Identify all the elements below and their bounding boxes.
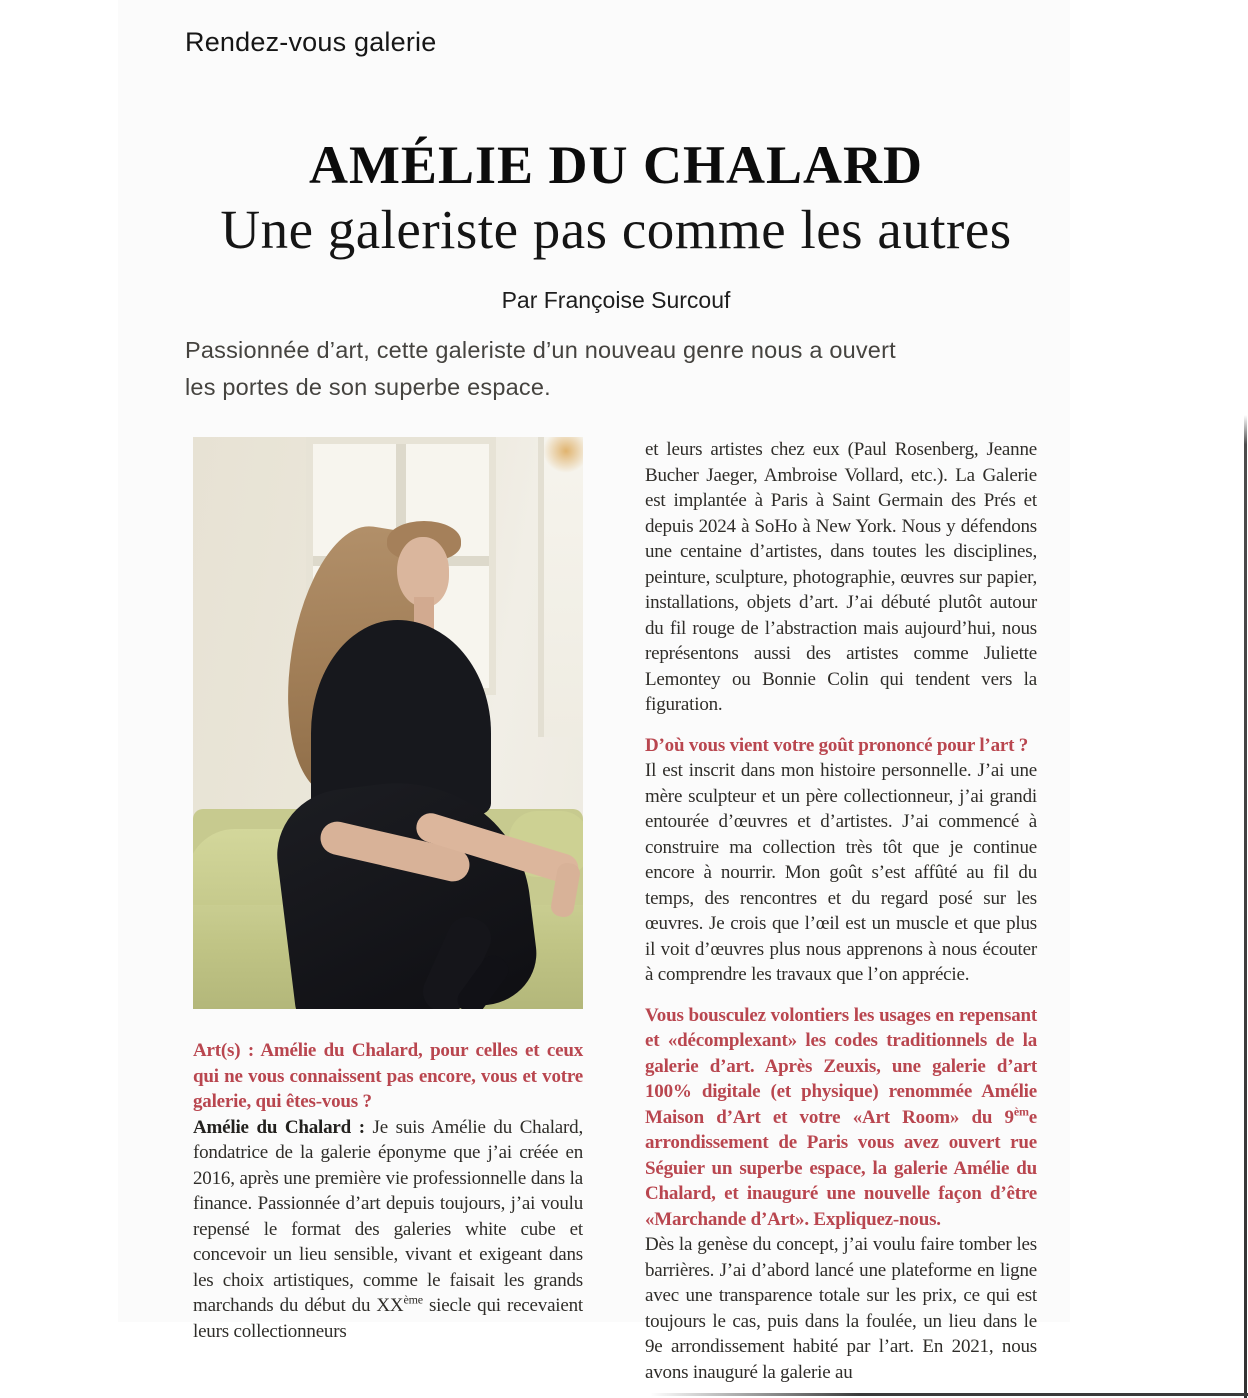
interview-answer-2: Il est inscrit dans mon histoire personnelle. J’ai une mère sculpteur et un père collectionneur, j’ai grandi entourée d’œuvres et d’artistes. J’ai commencé à construire ma collection très tôt que je continue encore à nourrir. Mon goût s’est affûté au fil du temps, des rencontres et du regard posé sur les œuvres. Je crois que l’œil est un muscle et que plus il voit d’œuvres plus nous apprenons à nous écouter à comprendre les travaux que l’on apprécie. — [645, 760, 1037, 985]
column-right — [645, 437, 1037, 1385]
interview-question-3: Vous bousculez volontiers les usages en repensant et «décomplexant» les codes traditionnels de la galerie d’art. Après Zeuxis, une galerie d’art 100% digitale (et physique) renommée Amélie Maison d’Art et votre «Art Room» du $9^{èm}e$ arrondissement de Paris vous avez ouvert rue Séguier un superbe espace, la galerie Amélie du Chalard, et inauguré une nouvelle façon d’être «Marchande d’Art». Expliquez-nous. — [645, 1004, 1037, 1230]
page-scan-edge-bottom — [650, 1393, 1248, 1396]
byline: Par Françoise Surcouf — [501, 287, 731, 313]
interview-question-1: Art(s) : Amélie du Chalard, pour celles et ceux qui ne vous connaissent pas encore, vous et votre galerie, qui êtes-vous ? — [193, 1040, 583, 1112]
interview-answer-1-continued: et leurs artistes chez eux (Paul Rosenberg, Jeanne Bucher Jaeger, Ambroise Vollard, etc.). La Galerie est implantée à Paris à Saint Germain des Prés et depuis 2024 à SoHo à New York. Nous y défendons une centaine d’artistes, dans toutes les disciplines, peinture, sculpture, photographie, œuvres sur papier, installations, objets d’art. J’ai débuté plutôt autour du fil rouge de l’abstraction mais aujourd’hui, nous représentons aussi des artistes comme Juliette Lemontey ou Bonnie Colin qui tendent vers la figuration. — [645, 439, 1037, 715]
page-scan-edge-right — [1244, 415, 1247, 1398]
article-subtitle: Une galeriste pas comme les autres — [220, 199, 1012, 260]
section-kicker: Rendez-vous galerie — [185, 27, 437, 57]
article-columns — [193, 437, 1039, 1385]
window-frame-right — [538, 437, 583, 737]
answer-1-text: Je suis Amélie du Chalard, fondatrice de la galerie éponyme que j’ai créée en 2016, après une première vie professionnelle dans la finance. Passionnée d’art depuis toujours, j’ai voulu repensé le format des galeries white cube et concevoir un lieu sensible, vivant et exigeant dans les choix artistiques, comme le faisait les grands marchands du début du XXème siecle qui recevaient leurs collectionneurs — [193, 1116, 583, 1342]
portrait-photo — [193, 437, 583, 1009]
article-title: AMÉLIE DU CHALARD — [308, 135, 924, 195]
speaker-name: Amélie du Chalard : — [193, 1116, 373, 1138]
interview-answer-1 — [193, 1115, 583, 1345]
interview-answer-3: Dès la genèse du concept, j’ai voulu faire tomber les barrières. J’ai d’abord lancé une plateforme en ligne avec une transparence totale sur les prix, ce qui est toujours le cas, puis dans la foulée, un lieu dans le 9e arrondissement habité par l’art. En 2021, nous avons inauguré la galerie au — [645, 1234, 1037, 1383]
ceiling-light-glow — [543, 437, 583, 473]
intro-paragraph: Passionnée d’art, cette galeriste d’un nouveau genre nous a ouvert les portes de son superbe espace. — [185, 337, 896, 400]
interview-question-2: D’où vous vient votre goût prononcé pour l’art ? — [645, 734, 1029, 756]
column-left — [193, 437, 583, 1385]
